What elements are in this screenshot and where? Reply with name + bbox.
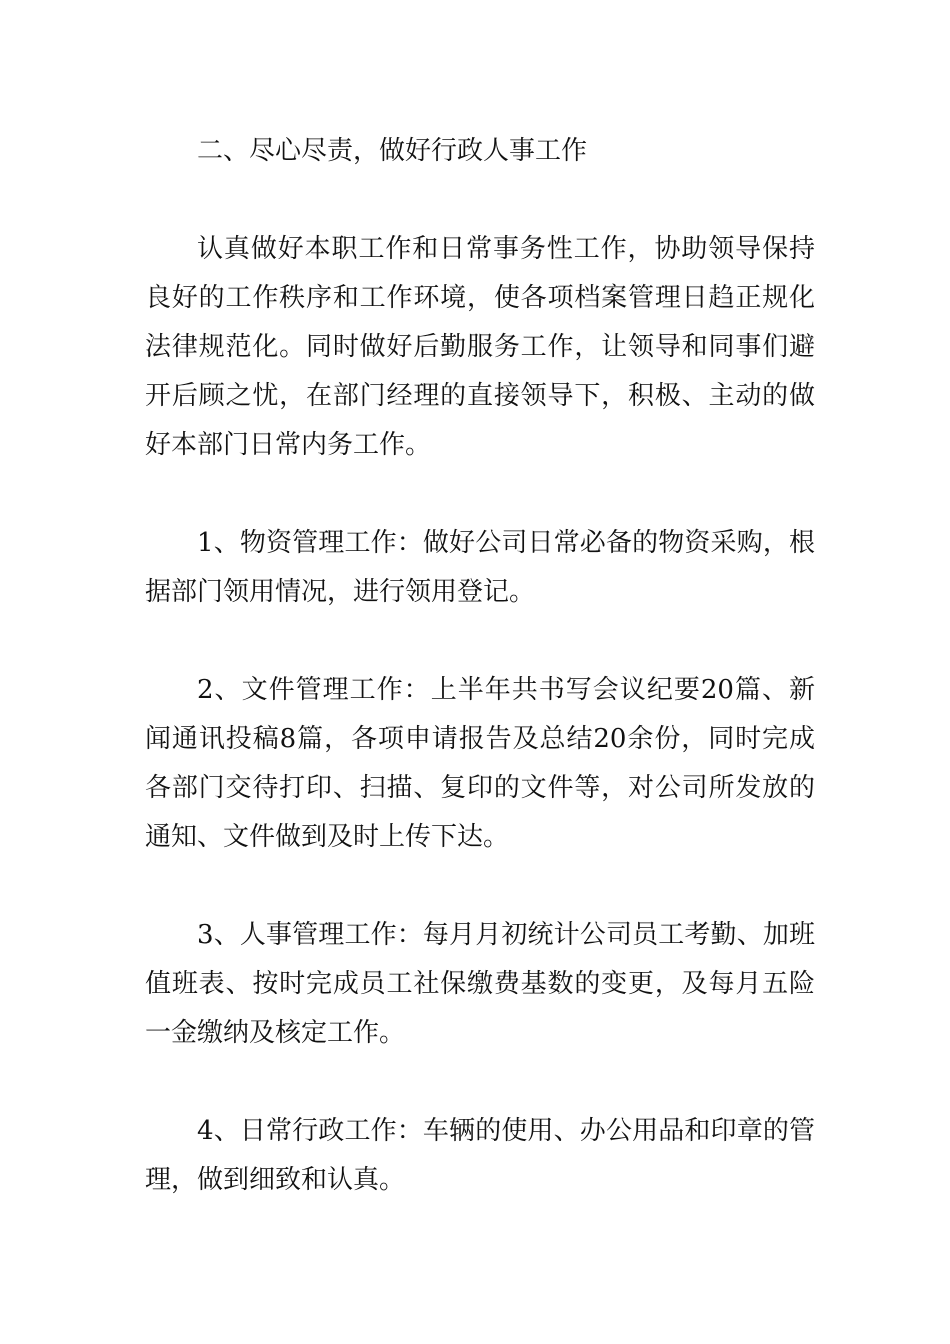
paragraph-document-management: 2、文件管理工作：上半年共书写会议纪要20篇、新闻通讯投稿8篇，各项申请报告及总结20余份，同时完成各部门交待打印、扫描、复印的文件等，对公司所发放的通知、文件做到及时上传下达。	[145, 675, 815, 852]
section-heading: 二、尽心尽责，做好行政人事工作	[197, 136, 588, 166]
paragraph-intro: 认真做好本职工作和日常事务性工作，协助领导保持良好的工作秩序和工作环境，使各项档案管理日趋正规化法律规范化。同时做好后勤服务工作，让领导和同事们避开后顾之忧，在部门经理的直接领导下，积极、主动的做好本部门日常内务工作。	[145, 234, 815, 460]
paragraph-materials-management: 1、物资管理工作：做好公司日常必备的物资采购，根据部门领用情况，进行领用登记。	[145, 528, 815, 607]
paragraph-personnel-management: 3、人事管理工作：每月月初统计公司员工考勤、加班值班表、按时完成员工社保缴费基数的变更，及每月五险一金缴纳及核定工作。	[145, 920, 815, 1048]
document-body	[145, 127, 815, 1254]
paragraph-daily-administration: 4、日常行政工作：车辆的使用、办公用品和印章的管理，做到细致和认真。	[145, 1116, 815, 1195]
